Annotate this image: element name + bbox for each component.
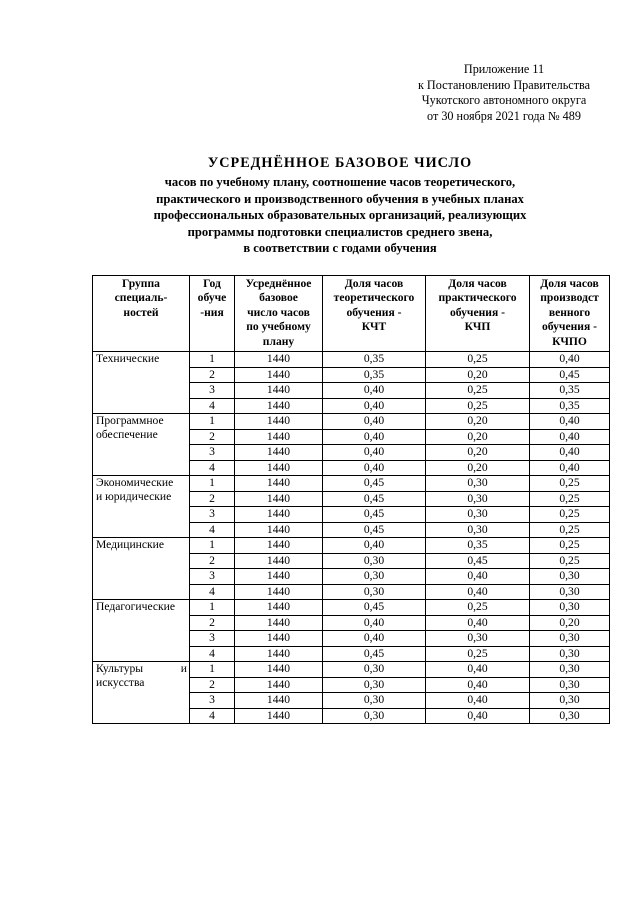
hours-cell: 1440: [235, 445, 323, 461]
year-cell: 2: [190, 553, 235, 569]
kcp-cell: 0,40: [426, 677, 530, 693]
kct-cell: 0,45: [323, 491, 426, 507]
group-name-cell: [93, 538, 190, 600]
year-cell: 4: [190, 646, 235, 662]
year-cell: 3: [190, 445, 235, 461]
hours-cell: 1440: [235, 429, 323, 445]
kcp-cell: 0,40: [426, 584, 530, 600]
kcp-cell: 0,25: [426, 600, 530, 616]
kcpo-cell: 0,30: [530, 569, 610, 585]
kct-cell: 0,40: [323, 398, 426, 414]
group-name-cell: [93, 600, 190, 662]
group-name-line: Культуры и: [96, 662, 187, 675]
kcp-cell: 0,30: [426, 631, 530, 647]
group-name-line: и юридические: [96, 490, 172, 504]
kcpo-cell: 0,30: [530, 646, 610, 662]
hours-cell: 1440: [235, 569, 323, 585]
kcpo-cell: 0,20: [530, 615, 610, 631]
year-cell: 2: [190, 677, 235, 693]
year-cell: 3: [190, 631, 235, 647]
year-cell: 2: [190, 429, 235, 445]
hours-cell: 1440: [235, 538, 323, 554]
hours-cell: 1440: [235, 553, 323, 569]
year-cell: 1: [190, 476, 235, 492]
table-row: [93, 538, 610, 554]
kct-cell: 0,40: [323, 615, 426, 631]
hours-cell: 1440: [235, 646, 323, 662]
table-body: [93, 352, 610, 724]
kcp-cell: 0,30: [426, 491, 530, 507]
year-cell: 3: [190, 693, 235, 709]
group-name-line: Программное: [96, 414, 164, 427]
column-header-year: Год обуче -ния: [190, 276, 235, 352]
kct-cell: 0,30: [323, 677, 426, 693]
group-name-cell: [93, 414, 190, 476]
kcpo-cell: 0,40: [530, 429, 610, 445]
hours-cell: 1440: [235, 662, 323, 678]
year-cell: 1: [190, 662, 235, 678]
document-title: УСРЕДНЁННОЕ БАЗОВОЕ ЧИСЛО: [207, 155, 473, 171]
kct-cell: 0,45: [323, 522, 426, 538]
hours-cell: 1440: [235, 693, 323, 709]
subtitle-line: программы подготовки специалистов среднего звена,: [187, 224, 493, 239]
kcp-cell: 0,25: [426, 352, 530, 368]
kct-cell: 0,45: [323, 600, 426, 616]
column-header-hours: Усреднённое базовое число часов по учебному плану: [235, 276, 323, 352]
kcp-cell: 0,20: [426, 414, 530, 430]
hours-cell: 1440: [235, 476, 323, 492]
hours-cell: 1440: [235, 398, 323, 414]
kcp-cell: 0,40: [426, 708, 530, 724]
table-header-row: [93, 276, 610, 352]
kct-cell: 0,40: [323, 631, 426, 647]
year-cell: 1: [190, 600, 235, 616]
kcpo-cell: 0,25: [530, 476, 610, 492]
kcp-cell: 0,25: [426, 398, 530, 414]
hours-cell: 1440: [235, 615, 323, 631]
document-subtitle: [60, 174, 620, 257]
kct-cell: 0,30: [323, 708, 426, 724]
group-name-line: Медицинские: [96, 538, 164, 551]
year-cell: 2: [190, 491, 235, 507]
hours-cell: 1440: [235, 414, 323, 430]
hours-cell: 1440: [235, 383, 323, 399]
year-cell: 1: [190, 414, 235, 430]
table-row: [93, 414, 610, 430]
subtitle-line: часов по учебному плану, соотношение часов теоретического,: [164, 175, 516, 189]
kcpo-cell: 0,30: [530, 631, 610, 647]
kcpo-cell: 0,30: [530, 708, 610, 724]
kcp-cell: 0,30: [426, 522, 530, 538]
year-cell: 1: [190, 352, 235, 368]
group-name-line: Технические: [96, 352, 160, 365]
column-header-group: Группа специаль- ностей: [93, 276, 190, 352]
appendix-block: [380, 62, 628, 124]
kct-cell: 0,35: [323, 352, 426, 368]
hours-ratio-table: [92, 275, 610, 724]
kct-cell: 0,40: [323, 383, 426, 399]
table-row: [93, 476, 610, 492]
table-row: [93, 600, 610, 616]
kct-cell: 0,40: [323, 429, 426, 445]
kct-cell: 0,30: [323, 553, 426, 569]
column-header-kct: Доля часов теоретического обучения - КЧТ: [323, 276, 426, 352]
kct-cell: 0,30: [323, 569, 426, 585]
kct-cell: 0,35: [323, 367, 426, 383]
year-cell: 4: [190, 398, 235, 414]
year-cell: 4: [190, 522, 235, 538]
table-row: [93, 352, 610, 368]
year-cell: 4: [190, 584, 235, 600]
appendix-line: к Постановлению Правительства: [417, 77, 591, 92]
kcp-cell: 0,40: [426, 662, 530, 678]
hours-cell: 1440: [235, 600, 323, 616]
kct-cell: 0,30: [323, 584, 426, 600]
kcp-cell: 0,25: [426, 646, 530, 662]
year-cell: 2: [190, 615, 235, 631]
kct-cell: 0,40: [323, 445, 426, 461]
group-name-line: искусства: [96, 676, 145, 690]
kcpo-cell: 0,40: [530, 460, 610, 476]
kcpo-cell: 0,25: [530, 553, 610, 569]
kct-cell: 0,45: [323, 646, 426, 662]
kcpo-cell: 0,25: [530, 491, 610, 507]
kcpo-cell: 0,25: [530, 538, 610, 554]
kcpo-cell: 0,40: [530, 414, 610, 430]
hours-cell: 1440: [235, 584, 323, 600]
kcpo-cell: 0,30: [530, 600, 610, 616]
appendix-line: Приложение 11: [463, 62, 545, 76]
kcp-cell: 0,30: [426, 507, 530, 523]
group-name-cell: [93, 476, 190, 538]
group-name-cell: [93, 662, 190, 724]
group-name-line: обеспечение: [96, 428, 158, 442]
hours-cell: 1440: [235, 367, 323, 383]
column-header-kcp: Доля часов практического обучения - КЧП: [426, 276, 530, 352]
hours-cell: 1440: [235, 507, 323, 523]
group-name-line: Педагогические: [96, 600, 176, 613]
subtitle-line: в соответствии с годами обучения: [243, 241, 437, 256]
year-cell: 4: [190, 460, 235, 476]
hours-cell: 1440: [235, 460, 323, 476]
subtitle-line: профессиональных образовательных организаций, реализующих: [153, 208, 527, 223]
year-cell: 3: [190, 569, 235, 585]
kcp-cell: 0,40: [426, 615, 530, 631]
year-cell: 3: [190, 383, 235, 399]
kcpo-cell: 0,30: [530, 693, 610, 709]
appendix-line: от 30 ноября 2021 года № 489: [427, 108, 581, 123]
kcpo-cell: 0,35: [530, 383, 610, 399]
kcpo-cell: 0,40: [530, 445, 610, 461]
kcpo-cell: 0,40: [530, 352, 610, 368]
kct-cell: 0,30: [323, 693, 426, 709]
kcpo-cell: 0,30: [530, 584, 610, 600]
kct-cell: 0,30: [323, 662, 426, 678]
kct-cell: 0,40: [323, 414, 426, 430]
kct-cell: 0,40: [323, 538, 426, 554]
hours-cell: 1440: [235, 352, 323, 368]
appendix-line: Чукотского автономного округа: [421, 93, 587, 107]
group-name-line: Экономические: [96, 476, 174, 489]
kcp-cell: 0,20: [426, 367, 530, 383]
column-header-kcpo: Доля часов производст венного обучения - КЧПО: [530, 276, 610, 352]
kcp-cell: 0,20: [426, 460, 530, 476]
year-cell: 2: [190, 367, 235, 383]
year-cell: 1: [190, 538, 235, 554]
kct-cell: 0,45: [323, 507, 426, 523]
kcpo-cell: 0,35: [530, 398, 610, 414]
hours-cell: 1440: [235, 631, 323, 647]
kcpo-cell: 0,25: [530, 507, 610, 523]
kcpo-cell: 0,30: [530, 677, 610, 693]
year-cell: 3: [190, 507, 235, 523]
kcp-cell: 0,40: [426, 569, 530, 585]
hours-cell: 1440: [235, 677, 323, 693]
kcp-cell: 0,30: [426, 476, 530, 492]
kct-cell: 0,40: [323, 460, 426, 476]
group-name-cell: [93, 352, 190, 414]
kct-cell: 0,45: [323, 476, 426, 492]
kcp-cell: 0,25: [426, 383, 530, 399]
year-cell: 4: [190, 708, 235, 724]
table-row: [93, 662, 610, 678]
hours-cell: 1440: [235, 708, 323, 724]
kcpo-cell: 0,30: [530, 662, 610, 678]
hours-cell: 1440: [235, 522, 323, 538]
kcp-cell: 0,40: [426, 693, 530, 709]
hours-cell: 1440: [235, 491, 323, 507]
kcp-cell: 0,45: [426, 553, 530, 569]
kcp-cell: 0,35: [426, 538, 530, 554]
subtitle-line: практического и производственного обучения в учебных планах: [156, 191, 524, 206]
kcpo-cell: 0,45: [530, 367, 610, 383]
kcp-cell: 0,20: [426, 445, 530, 461]
kcp-cell: 0,20: [426, 429, 530, 445]
kcpo-cell: 0,25: [530, 522, 610, 538]
